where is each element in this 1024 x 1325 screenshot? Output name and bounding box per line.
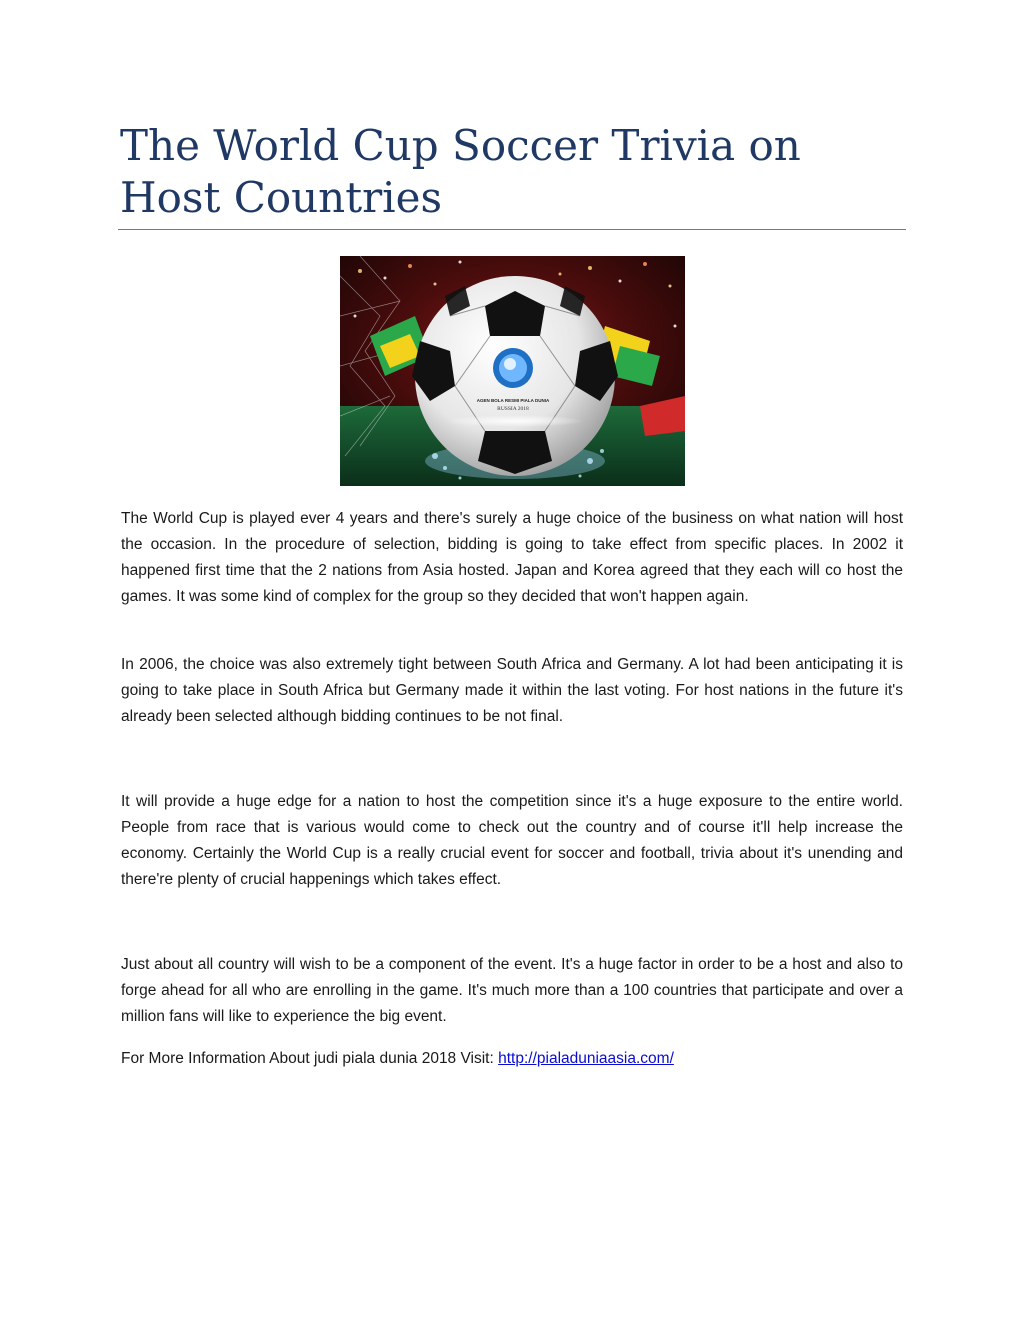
paragraph-3: It will provide a huge edge for a nation to host the competition since it's a huge exposure to the entire world. People from race that is various would come to check out the country and of course it'll help increase the economy. Certainly the World Cup is a really crucial event for soccer and football, trivia about it's unending and there're plenty of crucial happenings which takes effect. xyxy=(121,793,903,888)
soccer-ball-image xyxy=(340,256,685,486)
title-divider xyxy=(118,229,906,230)
more-info-label: For More Information About judi piala dunia 2018 Visit: xyxy=(121,1050,499,1067)
paragraph-1: The World Cup is played ever 4 years and there's surely a huge choice of the business on what nation will host the occasion. In the procedure of selection, bidding is going to take effect from specific places. In 2002 it happened first time that the 2 nations from Asia hosted. Japan and Korea agreed that they each will co host the games. It was some kind of complex for the group so they decided that won't happen again. xyxy=(121,510,903,605)
website-link[interactable]: http://pialaduniaasia.com/ xyxy=(498,1050,674,1067)
page-title: The World Cup Soccer Trivia on Host Countries xyxy=(120,121,801,222)
logo-caption: AGEN BOLA RESMI PIALA DUNIA xyxy=(476,398,550,403)
paragraph-2: In 2006, the choice was also extremely tight between South Africa and Germany. A lot had been anticipating it is going to take place in South Africa but Germany made it within the last voting. For host nations in the future it's already been selected although bidding continues to be not final. xyxy=(121,656,903,725)
logo-year: RUSSIA 2018 xyxy=(497,406,529,412)
more-info-line xyxy=(121,1046,903,1072)
paragraph-4: Just about all country will wish to be a component of the event. It's a huge factor in order to be a host and also to forge ahead for all who are enrolling in the game. It's much more than a 100 countries that participate and over a million fans will like to experience the big event. xyxy=(121,956,903,1025)
